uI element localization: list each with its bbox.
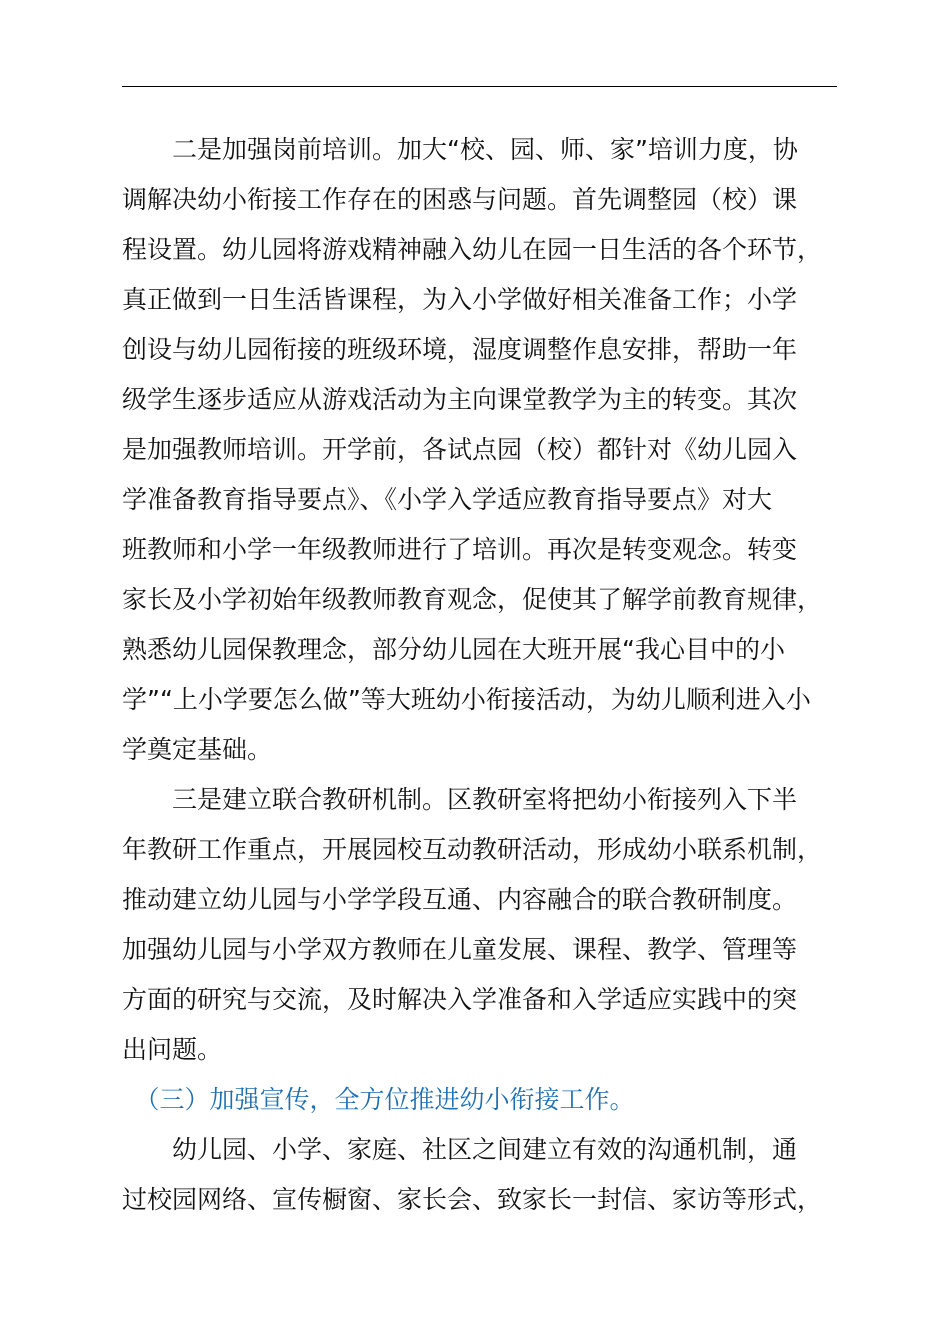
text-line: 三是建立联合教研机制。区教研室将把幼小衔接列入下半 — [122, 785, 798, 814]
text-line: 二是加强岗前培训。加大“校、园、师、家”培训力度，协 — [122, 135, 798, 164]
text-line: 创设与幼儿园衔接的班级环境，湿度调整作息安排，帮助一年 — [122, 335, 798, 364]
text-line: 幼儿园、小学、家庭、社区之间建立有效的沟通机制，通 — [122, 1135, 798, 1164]
text-line: 学奠定基础。 — [122, 735, 273, 764]
section-heading: （三）加强宣传，全方位推进幼小衔接工作。 — [122, 1085, 635, 1114]
text-line: 调解决幼小衔接工作存在的困惑与问题。首先调整园（校）课 — [122, 185, 798, 214]
text-line: 过校园网络、宣传橱窗、家长会、致家长一封信、家访等形式， — [122, 1185, 823, 1214]
text-line: 级学生逐步适应从游戏活动为主向课堂教学为主的转变。其次 — [122, 385, 798, 414]
text-line: 年教研工作重点，开展园校互动教研活动，形成幼小联系机制， — [122, 835, 823, 864]
body-text — [122, 125, 862, 1225]
text-line: 方面的研究与交流，及时解决入学准备和入学适应实践中的突 — [122, 985, 798, 1014]
text-line: 真正做到一日生活皆课程，为入小学做好相关准备工作；小学 — [122, 285, 798, 314]
text-line: 家长及小学初始年级教师教育观念，促使其了解学前教育规律， — [122, 585, 823, 614]
text-line: 加强幼儿园与小学双方教师在儿童发展、课程、教学、管理等 — [122, 935, 798, 964]
text-line: 推动建立幼儿园与小学学段互通、内容融合的联合教研制度。 — [122, 885, 798, 914]
header-rule — [122, 86, 837, 87]
text-line: 出问题。 — [122, 1035, 223, 1064]
text-line: 是加强教师培训。开学前，各试点园（校）都针对《幼儿园入 — [122, 435, 798, 464]
text-line: 程设置。幼儿园将游戏精神融入幼儿在园一日生活的各个环节， — [122, 235, 823, 264]
text-line: 学准备教育指导要点》、《小学入学适应教育指导要点》对大 — [122, 485, 773, 514]
text-line: 学”“上小学要怎么做”等大班幼小衔接活动，为幼儿顺利进入小 — [122, 685, 811, 714]
text-line: 熟悉幼儿园保教理念，部分幼儿园在大班开展“我心目中的小 — [122, 635, 785, 664]
text-line: 班教师和小学一年级教师进行了培训。再次是转变观念。转变 — [122, 535, 798, 564]
